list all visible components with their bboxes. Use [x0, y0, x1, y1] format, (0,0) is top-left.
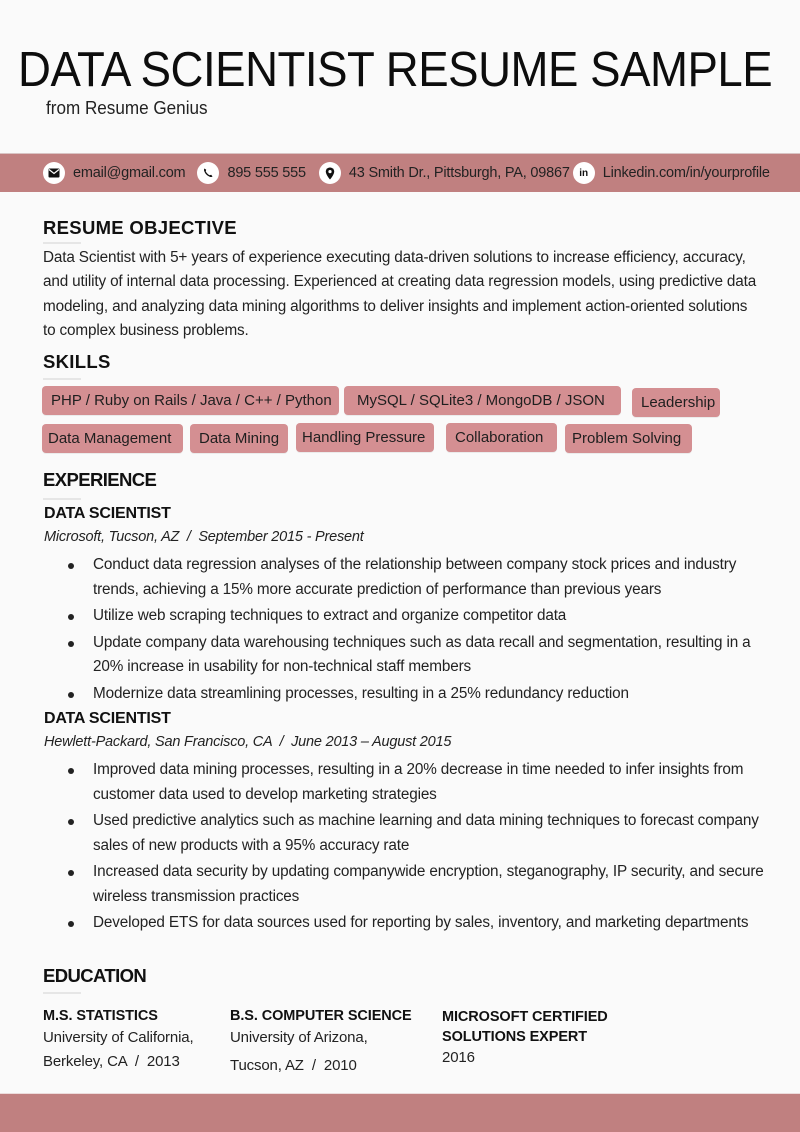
contact-bar [0, 153, 800, 192]
skills-rule [43, 378, 81, 380]
job-title: DATA SCIENTIST [44, 710, 171, 727]
certification: SOLUTIONS EXPERT [442, 1029, 588, 1045]
bullet-dot [68, 870, 74, 876]
page-title: DATA SCIENTIST RESUME SAMPLE [18, 43, 773, 97]
bullet-item: Update company data warehousing techniques such as data recall and segmentation, resulting in a 20% increase in usability for non-technical staff members [68, 631, 768, 680]
degree: B.S. COMPUTER SCIENCE [230, 1008, 412, 1024]
location-year: Tucson, AZ / 2010 [230, 1057, 357, 1074]
education-entry [442, 1007, 608, 1069]
skill-tag: MySQL / SQLite3 / MongoDB / JSON [344, 386, 621, 415]
experience-heading: EXPERIENCE [43, 469, 157, 490]
skill-tag: PHP / Ruby on Rails / Java / C++ / Python [42, 386, 339, 415]
job-title: DATA SCIENTIST [44, 505, 171, 522]
degree: M.S. STATISTICS [43, 1008, 158, 1024]
skills-heading: SKILLS [43, 351, 111, 372]
bullet-item: Modernize data streamlining processes, resulting in a 25% redundancy reduction [68, 682, 768, 707]
contact-phone[interactable] [197, 162, 305, 184]
job-bullets [68, 758, 768, 938]
envelope-icon [43, 162, 65, 184]
bullet-item: Improved data mining processes, resulting in a 20% decrease in time needed to infer insights from customer data used to develop marketing strategies [68, 758, 768, 807]
certification: MICROSOFT CERTIFIED [442, 1009, 608, 1025]
bullet-dot [68, 563, 74, 569]
contact-linkedin[interactable] [573, 162, 770, 184]
skill-tag: Data Mining [190, 424, 288, 453]
linkedin-icon: in [573, 162, 595, 184]
phone-icon [197, 162, 219, 184]
linkedin-text: Linkedin.com/in/yourprofile [602, 165, 770, 181]
skill-tag: Collaboration [446, 423, 557, 452]
map-pin-icon [319, 162, 341, 184]
location-year: Berkeley, CA / 2013 [43, 1053, 180, 1070]
page-subtitle: from Resume Genius [46, 98, 208, 118]
experience-rule [43, 498, 81, 500]
bullet-dot [68, 692, 74, 698]
phone-text: 895 555 555 [227, 165, 306, 181]
education-entry [230, 1006, 412, 1078]
bullet-dot [68, 819, 74, 825]
bullet-dot [68, 768, 74, 774]
bullet-item: Conduct data regression analyses of the relationship between company stock prices and industry trends, achieving a 15% more accurate prediction of performance than previous years [68, 553, 768, 602]
objective-text: Data Scientist with 5+ years of experience executing data-driven solutions to increase efficiency, accuracy, and utility of internal data processing. Experienced at creating data regression models, using predictive data modeling, and analyzing data mining algorithms to deliver insights and implement action-oriented solutions to complex business problems. [43, 249, 757, 339]
bullet-item: Developed ETS for data sources used for reporting by sales, inventory, and marketing departments [68, 911, 768, 936]
job-meta: Hewlett-Packard, San Francisco, CA / June 2013 – August 2015 [44, 734, 452, 750]
job-bullets [68, 553, 768, 708]
education-rule [43, 992, 81, 994]
school: University of Arizona, [230, 1029, 368, 1046]
objective-rule [43, 242, 81, 244]
skill-tag: Data Management [42, 424, 183, 453]
school: University of California, [43, 1029, 194, 1046]
contact-address [319, 162, 570, 184]
skill-tag: Handling Pressure [296, 423, 434, 452]
skill-tag: Leadership [632, 388, 720, 417]
contact-email[interactable] [43, 162, 185, 184]
year: 2016 [442, 1049, 475, 1066]
bullet-dot [68, 641, 74, 647]
education-heading: EDUCATION [43, 965, 147, 986]
education-entry [43, 1006, 193, 1074]
email-text: email@gmail.com [73, 165, 186, 181]
bullet-dot [68, 921, 74, 927]
bullet-item: Increased data security by updating companywide encryption, steganography, IP security, and secure wireless transmission practices [68, 860, 768, 909]
skill-tag: Problem Solving [565, 424, 692, 453]
bullet-item: Used predictive analytics such as machine learning and data mining techniques to forecast company sales of new products with a 95% accuracy rate [68, 809, 768, 858]
bullet-dot [68, 614, 74, 620]
bullet-item: Utilize web scraping techniques to extract and organize competitor data [68, 604, 768, 629]
objective-heading: RESUME OBJECTIVE [43, 217, 237, 238]
footer-bar [0, 1093, 800, 1132]
job-meta: Microsoft, Tucson, AZ / September 2015 - Present [44, 529, 364, 545]
address-text: 43 Smith Dr., Pittsburgh, PA, 09867 [348, 165, 570, 181]
